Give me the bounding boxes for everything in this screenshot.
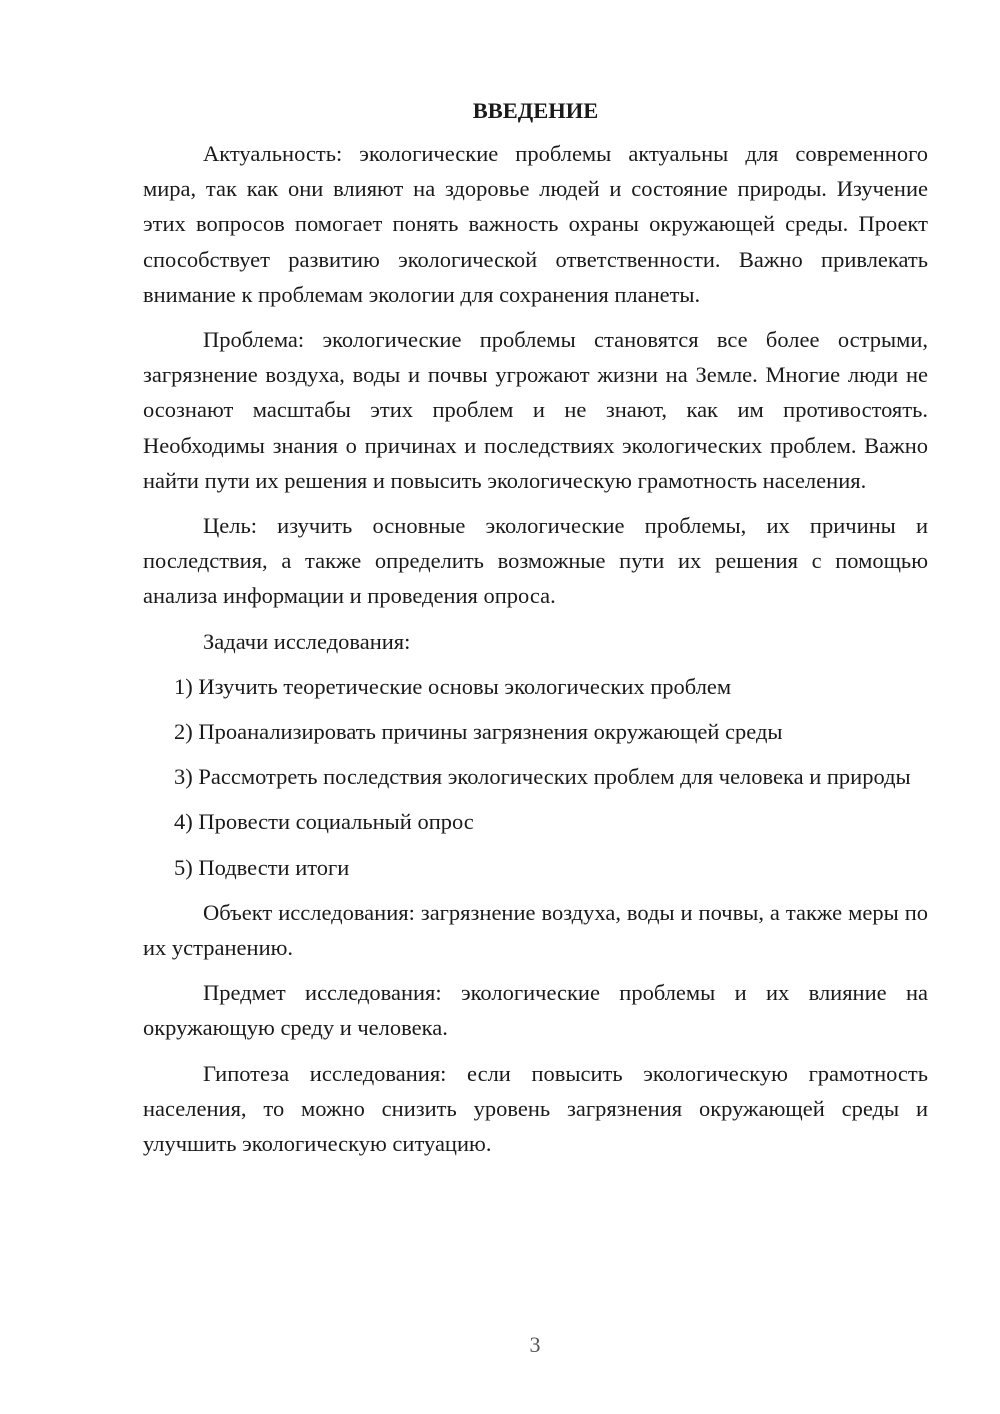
list-item: 4) Провести социальный опрос — [174, 809, 474, 835]
list-item: 3) Рассмотреть последствия экологических проблем для человека и природы — [174, 764, 911, 790]
list-item: 5) Подвести итоги — [174, 854, 350, 880]
list-item: 1) Изучить теоретические основы экологических проблем — [174, 673, 732, 699]
paragraph-relevance: Актуальность: экологические проблемы актуальны для современного мира, так как они влияют на здоровье людей и состояние природы. Изучение этих вопросов помогает понять важность охраны окружающей среды. Проект способствует развитию экологической ответственности. Важно привлекать внимание к проблемам экологии для сохранения планеты. — [143, 141, 928, 307]
paragraph-goal: Цель: изучить основные экологические проблемы, их причины и последствия, а также определить возможные пути их решения с помощью анализа информации и проведения опроса. — [143, 513, 928, 609]
tasks-list — [143, 669, 928, 885]
page-number: 3 — [529, 1332, 541, 1357]
paragraph-problem: Проблема: экологические проблемы становятся все более острыми, загрязнение воздуха, воды и почвы угрожают жизни на Земле. Многие люди не осознают масштабы этих проблем и не знают, как им противостоять. Необходимы знания о причинах и последствиях экологических проблем. Важно найти пути их решения и повысить экологическую грамотность населения. — [143, 327, 928, 493]
paragraph-object: Объект исследования: загрязнение воздуха, воды и почвы, а также меры по их устранению. — [143, 899, 928, 961]
page-content — [143, 92, 928, 1171]
paragraph-hypothesis: Гипотеза исследования: если повысить экологическую грамотность населения, то можно снизить уровень загрязнения окружающей среды и улучшить экологическую ситуацию. — [143, 1060, 928, 1157]
tasks-heading: Задачи исследования: — [203, 628, 411, 654]
list-item: 2) Проанализировать причины загрязнения окружающей среды — [174, 719, 783, 745]
page-title: ВВЕДЕНИЕ — [472, 98, 599, 123]
paragraph-subject: Предмет исследования: экологические проблемы и их влияние на окружающую среду и человека. — [143, 980, 928, 1041]
